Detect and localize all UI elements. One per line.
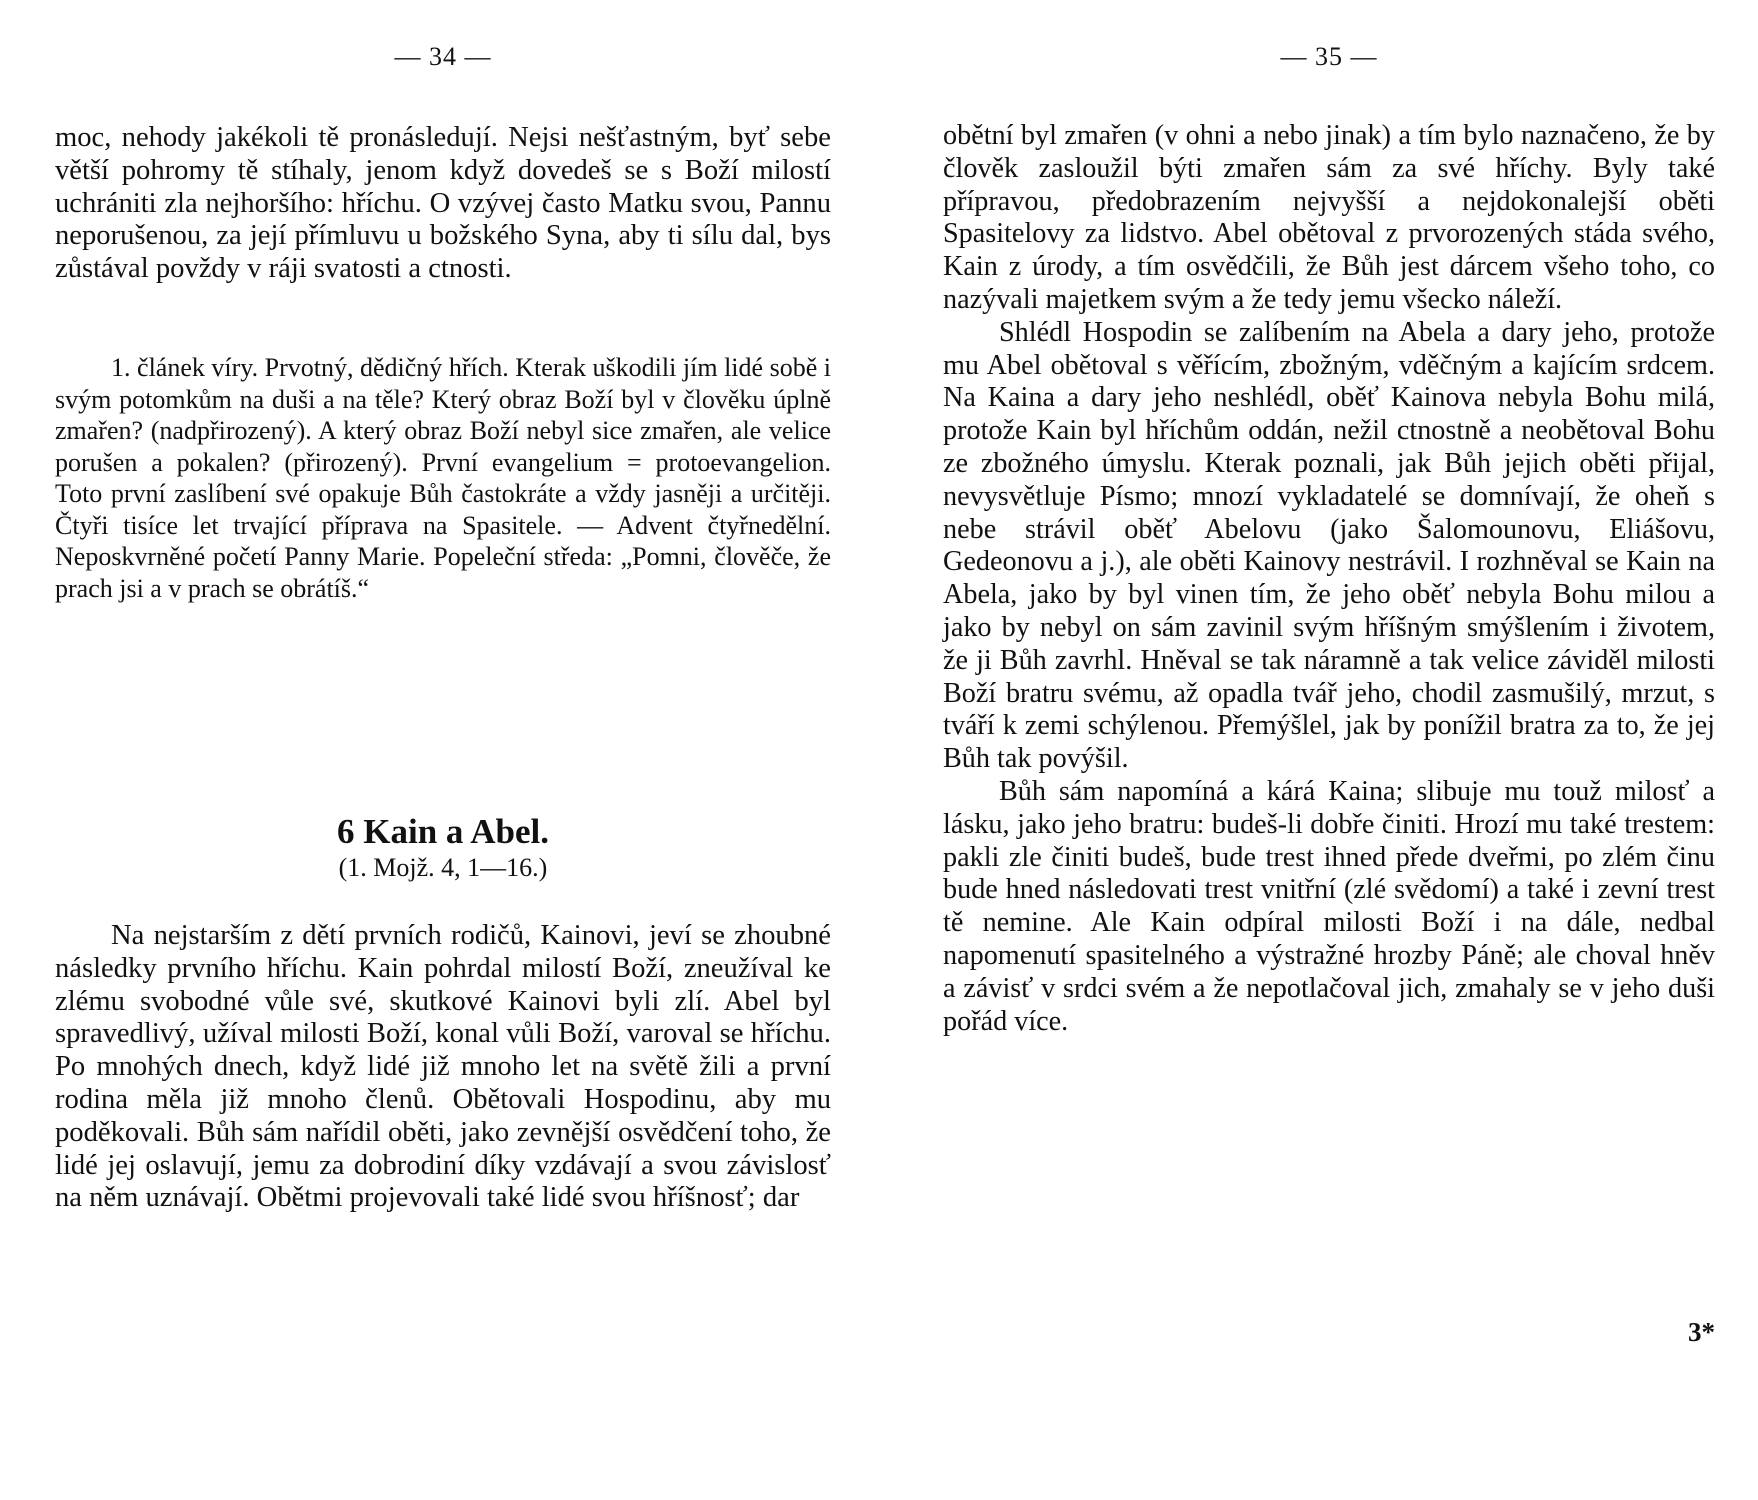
signature-mark: 3* [1688, 1317, 1715, 1347]
page-number-left: — 34 — [394, 42, 492, 71]
paragraph-text: Na nejstarším z dětí prvních rodičů, Kainovi, jeví se zhoubné následky prvního hříchu. Kain pohrdal milostí Boží, zneužíval ke zlému svobodné vůle své, skutkové Kainovi byli zlí. Abel byl spravedlivý, užíval milosti Boží, konal vůli Boží, varoval se hříchu. Po mnohých dnech, když lidé již mnoho let na světě žili a první rodina měla již mnoho členů. Obětovali Hospodinu, aby mu poděkovali. Bůh sám nařídil oběti, jako zevnější osvědčení toho, že lidé jej oslavují, jemu za dobrodiní díky vzdávají a svou závislosť na něm uznávají. Obětmi projevovali také lidé svou hříšnosť; dar [55, 920, 831, 1214]
paragraph-text: moc, nehody jakékoli tě pronásledují. Nejsi nešťastným, byť sebe větší pohromy tě stíhaly, jenom když dovedeš se s Boží milostí uchrániti zla nejhoršího: hříchu. O vzývej často Matku svou, Pannu neporušenou, za její přímluvu u božského Syna, aby ti sílu dal, bys zůstával povždy v ráji svatosti a ctnosti. [55, 122, 831, 285]
right-text-column [943, 120, 1715, 1038]
section-heading: 6 Kain a Abel. [337, 812, 549, 851]
paragraph-buh-napomina: Bůh sám napomíná a kárá Kaina; slibuje mu touž milosť a lásku, jako jeho bratru: budeš-li dobře činiti. Hrozí mu také trestem: pakli zle činiti budeš, bude trest ihned přede dveřmi, po zlém činu bude hned následovati trest vnitřní (zlé svědomí) a také i zevní trest tě nemine. Ale Kain odpíral milosti Boží i na dále, nedbal napomenutí spasitelného a výstražné hrozby Páně; ale choval hněv a závisť v srdci svém a že nepotlačoval jich, zmahaly se v jeho duši pořád více. [943, 775, 1715, 1037]
section-reference: (1. Mojž. 4, 1—16.) [338, 853, 548, 882]
left-main-paragraph [55, 920, 831, 1215]
right-page [943, 0, 1715, 1500]
left-continuation-paragraph [55, 122, 831, 286]
paragraph-continuation: obětní byl zmařen (v ohni a nebo jinak) a tím bylo naznačeno, že by člověk zasloužil býti zmařen sám za své hříchy. Byly také přípravou, předobrazením nejvyšší a nejdokonalejší oběti Spasitelovy za lidstvo. Abel obětoval z prvorozených stáda svého, Kain z úrody, a tím osvědčili, že Bůh jest dárcem všeho toho, co nazývali majetkem svým a že tedy jemu všecko náleží. [943, 120, 1715, 315]
left-page [55, 0, 831, 1500]
catechism-notes-paragraph [55, 352, 831, 604]
notes-text: 1. článek víry. Prvotný, dědičný hřích. Kterak uškodili jím lidé sobě i svým potomkům na duši a na těle? Který obraz Boží byl v člověku úplně zmařen? (nadpřirozený). A který obraz Boží nebyl sice zmařen, ale velice porušen a pokalen? (přirozený). První evangelium = protoevangelion. Toto první zaslíbení své opakuje Bůh častokráte a vždy jasněji a určitěji. Čtyři tisíce let trvající příprava na Spasitele. — Advent čtyřnedělní. Neposkvrněné početí Panny Marie. Popeleční středa: „Pomni, člověče, že prach jsi a v prach se obrátíš.“ [55, 353, 831, 603]
page-number-right: — 35 — [1280, 42, 1378, 71]
paragraph-shledl: Shlédl Hospodin se zalíbením na Abela a dary jeho, protože mu Abel obětoval s věřícím, zbožným, vděčným a kajícím srdcem. Na Kaina a dary jeho neshlédl, oběť Kainova nebyla Bohu milá, protože Kain byl hříchům oddán, nežil ctnostně a neobětoval Bohu ze zbožného úmyslu. Kterak poznali, jak Bůh jejich oběti přijal, nevysvětluje Písmo; mnozí vykladatelé se domnívají, že oheň s nebe strávil oběť Abelovu (jako Šalomounovu, Eliášovu, Gedeonovu a j.), ale oběti Kainovy nestrávil. I rozhněval se Kain na Abela, jako by byl vinen tím, že jeho oběť nebyla Bohu milou a jako by nebyl on sám zavinil svým hříšným smýšlením i životem, že ji Bůh zavrhl. Hněval se tak náramně a tak velice záviděl milosti Boží bratru svému, až opadla tvář jeho, chodil zasmušilý, mrzut, s tváří k zemi schýlenou. Přemýšlel, jak by ponížil bratra za to, že jej Bůh tak povýšil. [943, 316, 1715, 775]
